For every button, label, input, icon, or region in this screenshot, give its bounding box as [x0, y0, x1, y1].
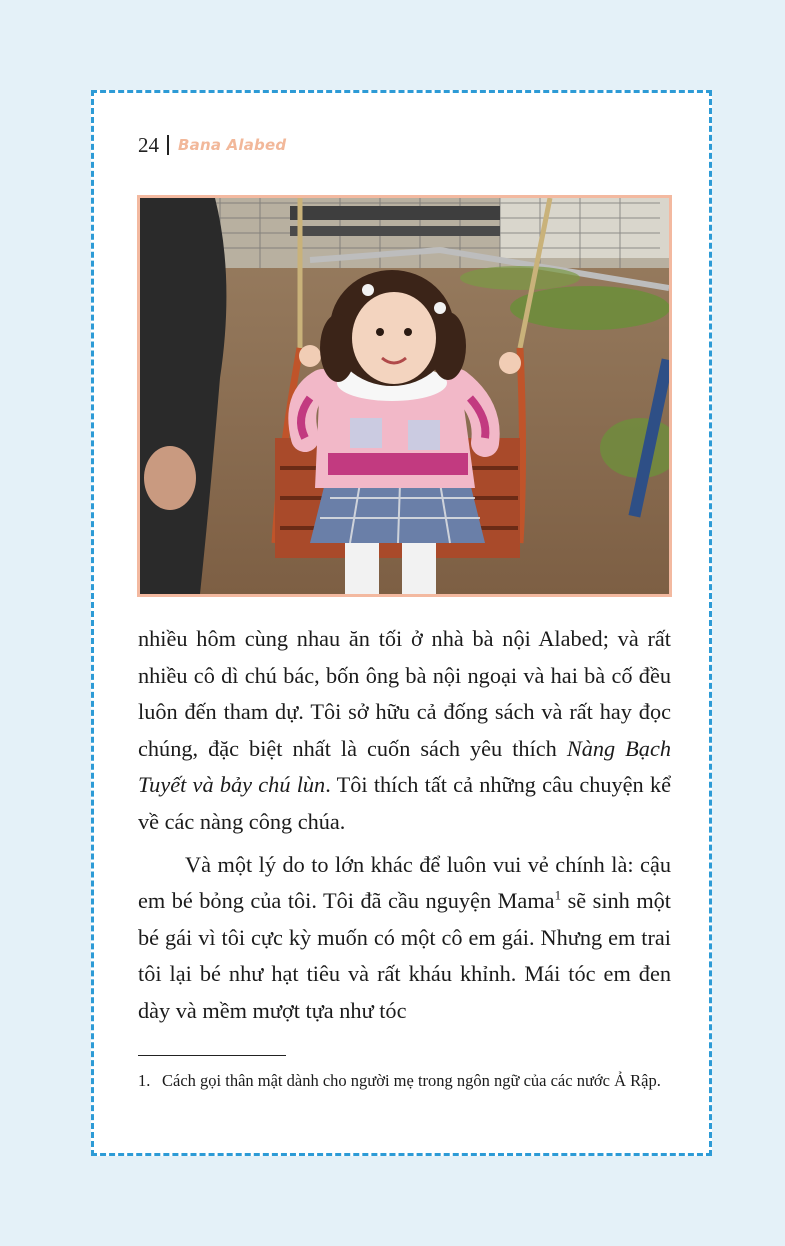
- header-separator: [167, 135, 169, 155]
- photo-girl-on-swing-icon: [140, 198, 669, 594]
- body-text: [138, 621, 671, 1030]
- paragraph-2-text-b: sẽ sinh một bé gái vì tôi cực kỳ muốn có một cô em gái. Nhưng em trai tôi lại bé như hạt tiêu và rất kháu khỉnh. Mái tóc em đen dày và mềm mượt tựa như tóc: [138, 888, 672, 1023]
- photo: [137, 195, 672, 597]
- running-head: Bana Alabed: [178, 136, 287, 154]
- footnote-reference[interactable]: 1: [554, 887, 562, 903]
- book-page: [91, 90, 712, 1156]
- page-number: 24: [138, 132, 159, 157]
- footnote-text: Cách gọi thân mật dành cho người mẹ trong ngôn ngữ của các nước Ả Rập.: [162, 1071, 661, 1090]
- paragraph-1-text-a: nhiều hôm cùng nhau ăn tối ở nhà bà nội Alabed; và rất nhiều cô dì chú bác, bốn ông bà nội ngoại và hai bà cố đều luôn đến tham dự. Tôi sở hữu cả đống sách và rất hay đọc chúng, đặc biệt nhất là cuốn sách yêu thích: [138, 626, 671, 761]
- paragraph-1: [138, 621, 671, 841]
- footnote: [138, 1069, 673, 1092]
- footnote-rule: [138, 1055, 286, 1056]
- paragraph-1-text-b: . Tôi thích tất cả những câu chuyện kể về các nàng công chúa.: [138, 772, 671, 834]
- footnote-number: 1.: [138, 1071, 151, 1090]
- page-header: [138, 131, 286, 159]
- book-title: Nàng Bạch Tuyết và bảy chú lùn: [138, 735, 671, 798]
- paragraph-2-text-a: Và một lý do to lớn khác để luôn vui vẻ chính là: cậu em bé bỏng của tôi. Tôi đã cầu nguyện Mama: [138, 851, 671, 914]
- paragraph-2: [138, 847, 671, 1030]
